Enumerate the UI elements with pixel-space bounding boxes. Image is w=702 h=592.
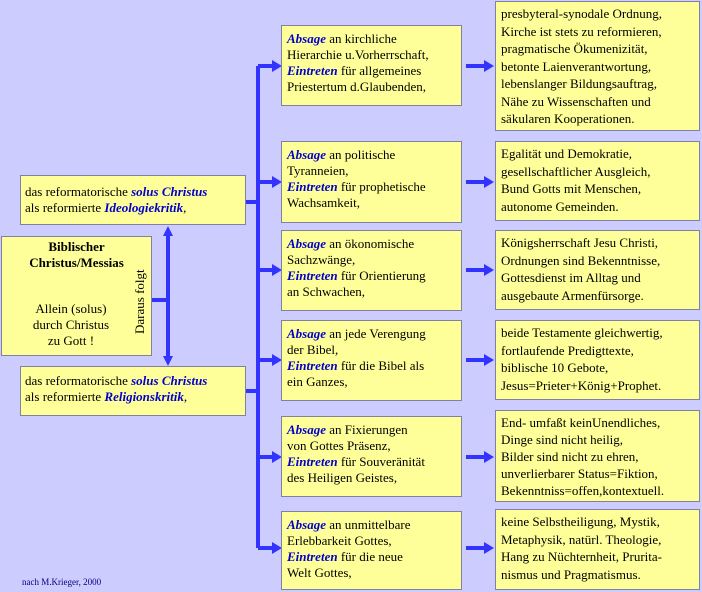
ideologie-l2-prefix: als reformierte [25, 200, 105, 215]
result-box-6 [495, 509, 700, 590]
daraus-folgt-label: Daraus folgt [132, 269, 147, 334]
absage-text: an kirchliche [326, 31, 397, 46]
absage-line2: Tyranneien, [287, 163, 349, 178]
ideologie-l1-kw: solus Christus [131, 184, 208, 199]
result-box-5 [495, 410, 700, 502]
absage-box-5 [281, 416, 462, 497]
eintreten-kw: Eintreten [287, 358, 338, 373]
result-line: unverlierbarer Status=Fiktion, [501, 466, 658, 481]
absage-text: an politische [326, 147, 396, 162]
eintreten-line4: des Heiligen Geistes, [287, 470, 398, 485]
eintreten-line4: Priestertum d.Glaubenden, [287, 79, 426, 94]
eintreten-text: für allgemeines [337, 63, 422, 78]
absage-text: an Fixierungen [326, 422, 408, 437]
ideologie-l2-kw: Ideologiekritik [104, 200, 184, 215]
result-line: Hang zu Nüchternheit, Prurita- [501, 549, 663, 564]
ideologiekritik-box [20, 175, 246, 225]
result-line: Dinge sind nicht heilig, [501, 432, 624, 447]
absage-line2: Hierarchie u.Vorherrschaft, [287, 47, 429, 62]
eintreten-kw: Eintreten [287, 179, 338, 194]
center-body-line3: zu Gott ! [47, 333, 95, 348]
result-line: keine Selbstheiligung, Mystik, [501, 514, 660, 529]
eintreten-kw: Eintreten [287, 454, 338, 469]
absage-line2: Erlebbarkeit Gottes, [287, 533, 392, 548]
result-line: Jesus=Prieter+König+Prophet. [501, 377, 662, 393]
result-line: ausgebaute Armenfürsorge. [501, 287, 644, 303]
result-line: nismus und Pragmatismus. [501, 566, 641, 582]
eintreten-kw: Eintreten [287, 63, 338, 78]
eintreten-text: für prophetische [337, 179, 426, 194]
result-line: Königsherrschaft Jesu Christi, [501, 235, 659, 250]
result-line: Egalität und Demokratie, [501, 146, 633, 161]
result-line: betonte Laienverantwortung, [501, 58, 652, 74]
absage-line2: von Gottes Präsenz, [287, 438, 391, 453]
result-line: lebenslanger Bildungsauftrag, [501, 76, 657, 91]
absage-box-1 [281, 25, 462, 106]
eintreten-line4: an Schwachen, [287, 284, 365, 299]
result-line: Gottesdienst im Alltag und [501, 270, 641, 285]
center-title-line1: Biblischer [48, 239, 105, 254]
absage-text: an jede Verengung [326, 326, 426, 341]
result-line: pragmatische Ökumenizität, [501, 41, 648, 56]
center-body-line2: durch Christus [32, 317, 110, 332]
absage-box-3 [281, 230, 462, 311]
absage-kw: Absage [287, 326, 326, 341]
absage-kw: Absage [287, 236, 326, 251]
result-line: presbyteral-synodale Ordnung, [501, 6, 663, 21]
result-line: Nähe zu Wissenschaften und [501, 93, 651, 109]
result-box-3 [495, 230, 700, 310]
result-box-2 [495, 141, 700, 221]
result-line: Bund Gotts mit Menschen, [501, 181, 642, 196]
eintreten-text: für die Bibel als [337, 358, 425, 373]
credit-text: nach M.Krieger, 2000 [22, 577, 102, 587]
absage-line2: Sachzwänge, [287, 252, 356, 267]
result-line: gesellschaftlicher Ausgleich, [501, 163, 651, 179]
center-title-line2: Christus/Messias [29, 255, 124, 270]
absage-box-4 [281, 320, 462, 401]
eintreten-line4: Welt Gottes, [287, 565, 352, 580]
eintreten-text: für Souveränität [337, 454, 425, 469]
result-line: beide Testamente gleichwertig, [501, 325, 663, 340]
absage-box-2 [281, 141, 462, 223]
ideologie-l1-prefix: das reformatorische [25, 184, 132, 199]
center-body-line1: Allein (solus) [35, 301, 107, 316]
religion-l1-prefix: das reformatorische [25, 373, 132, 388]
result-line: biblische 10 Gebote, [501, 360, 609, 375]
result-box-4 [495, 320, 700, 400]
eintreten-kw: Eintreten [287, 268, 338, 283]
eintreten-text: für Orientierung [337, 268, 426, 283]
result-line: fortlaufende Predigttexte, [501, 342, 634, 358]
absage-kw: Absage [287, 422, 326, 437]
absage-kw: Absage [287, 31, 326, 46]
religion-l2-prefix: als reformierte [25, 389, 105, 404]
center-box [1, 236, 152, 356]
result-line: autonome Gemeinden. [501, 198, 619, 214]
eintreten-text: für die neue [337, 549, 403, 564]
result-line: Bilder sind nicht zu ehren, [501, 449, 639, 464]
absage-line2: der Bibel, [287, 342, 339, 357]
absage-kw: Absage [287, 147, 326, 162]
result-line: Kirche ist stets zu reformieren, [501, 23, 662, 39]
absage-box-6 [281, 511, 462, 590]
religionskritik-box [20, 366, 246, 416]
eintreten-kw: Eintreten [287, 549, 338, 564]
absage-text: an ökonomische [326, 236, 415, 251]
religion-l2-suffix: , [183, 389, 188, 404]
absage-kw: Absage [287, 517, 326, 532]
eintreten-line4: Wachsamkeit, [287, 195, 360, 210]
result-line: End- umfaßt keinUnendliches, [501, 415, 661, 430]
eintreten-line4: ein Ganzes, [287, 374, 348, 389]
result-line: säkularen Kooperationen. [501, 111, 635, 126]
result-box-1 [495, 1, 700, 131]
result-line: Ordnungen sind Bekenntnisse, [501, 252, 661, 268]
result-line: Bekenntniss=offen,kontextuell. [501, 483, 665, 498]
result-line: Metaphysik, natürl. Theologie, [501, 531, 662, 547]
absage-text: an unmittelbare [326, 517, 411, 532]
ideologie-l2-suffix: , [183, 200, 187, 215]
religion-l2-kw: Religionskritik [104, 389, 184, 404]
religion-l1-kw: solus Christus [131, 373, 208, 388]
